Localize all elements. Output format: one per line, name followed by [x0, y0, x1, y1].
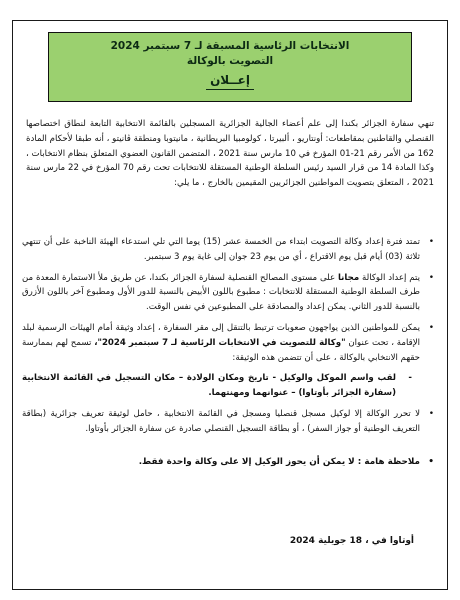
bullet-text: تمتد فترة إعداد وكالة التصويت ابتداء من الخمسة عشر (15) يوما التي تلي استدعاء الهيئة الناخبة على أن تنتهي ثلاثة (03) أيام قبل يوم الاقتراع ، أي من يوم 23 جوان إلى غاية يوم 3 سبتمبر. [22, 237, 420, 262]
bullet-text-pre: يتم إعداد الوكالة [359, 272, 420, 283]
bullet-item-mobility [22, 321, 434, 365]
bullet-item-free-preparation [22, 271, 434, 315]
bullet-icon: • [428, 456, 434, 467]
bullet-icon: • [428, 237, 434, 247]
bullet-list [22, 235, 434, 470]
bullet-item-period [22, 235, 434, 265]
intro-paragraph: تنهي سفارة الجزائر بكندا إلى علم أعضاء الجالية الجزائرية المسجلين بالقائمة الانتخابية التابعة لنطاق اختصاصها القنصلي والقاطنين بمقاطعات: أونتاريو ، ألبيرتا ، كولومبيا البريطانية ، مانيتوبا ومنطقة ڤانيتو ، أنه طبقا لأحكام المادة 162 من الأمر رقم 21-01 المؤرخ في 10 مارس سنة 2021 ، المتضمن القانون العضوي المتعلق بنظام الانتخابات ، وكذا المادة 14 من قرار السيد رئيس السلطة الوطنية المستقلة للانتخابات تحت رقم 70 المؤرخ في 22 مارس سنة 2021 ، المتعلق بتصويت المواطنين الجزائريين المقيمين بالخارج ، ما يلي: [26, 119, 434, 189]
bullet-text-title: "وكالة للتصويت في الانتخابات الرئاسية لـ 7 سبتمبر 2024"، [94, 337, 346, 348]
bullet-item-agent-condition [22, 407, 434, 437]
bullet-text-post: على مستوى المصالح القنصلية لسفارة الجزائر بكندا، عن طريق ملأ الاستمارة المعدة من طرف السلطة الوطنية المستقلة للانتخابات : مطبوع باللون الأبيض بالنسبة للدور الأول ومطبوع آخر باللون الأزرق بالنسبة للدور الثاني. يمكن إعداد والمصادقة على المطبوعين في نفس الوقت. [22, 272, 420, 313]
bullet-icon: • [428, 408, 434, 419]
header-title: الانتخابات الرئاسية المسبقة لـ 7 سبتمبر 2024 [110, 40, 350, 52]
header-box [48, 32, 412, 102]
sub-item-required-info [22, 371, 434, 401]
bullet-text-pre: يمكن للمواطنين الذين يواجهون صعوبات ترتبط بالتنقل إلى مقر السفارة ، إعداد وثيقة أمام الهيئات الرسمية لبلد الإقامة ، تحت عنوان [22, 322, 421, 348]
sub-item-text: لقب واسم الموكل والوكيل - تاريخ ومكان الولادة – مكان التسجيل في القائمة الانتخابية (سفارة الجزائر بأوتاوا) – عنوانهما ومهنتهما. [22, 373, 396, 399]
dash-icon: - [408, 373, 412, 384]
header-announcement-label: إعــلان [206, 72, 254, 90]
note-text: ملاحظة هامة : لا يمكن أن يحوز الوكيل إلا على وكالة واحدة فقط. [138, 456, 420, 467]
header-subtitle: التصويت بالوكالة [186, 55, 274, 67]
bullet-icon: • [428, 272, 434, 283]
important-note [22, 455, 434, 470]
signature-date: أوتاوا في ، 18 جويلية 2024 [289, 536, 414, 546]
bullet-icon: • [428, 322, 434, 333]
bullet-text-post: تسمح لهم بممارسة حقهم الانتخابي بالوكالة ، على أن تتضمن هذه الوثيقة: [22, 337, 420, 363]
bullet-text-free: مجانا [337, 272, 360, 283]
bullet-text: لا تحرر الوكالة إلا لوكيل مسجل قنصليا ومسجل في القائمة الانتخابية ، حامل لوثيقة تعريف جزائرية (بطاقة التعريف الوطنية أو جواز السفر) ، أو بطاقة التسجيل القنصلي صادرة عن سفارة الجزائر بأوتاوا. [22, 408, 420, 434]
